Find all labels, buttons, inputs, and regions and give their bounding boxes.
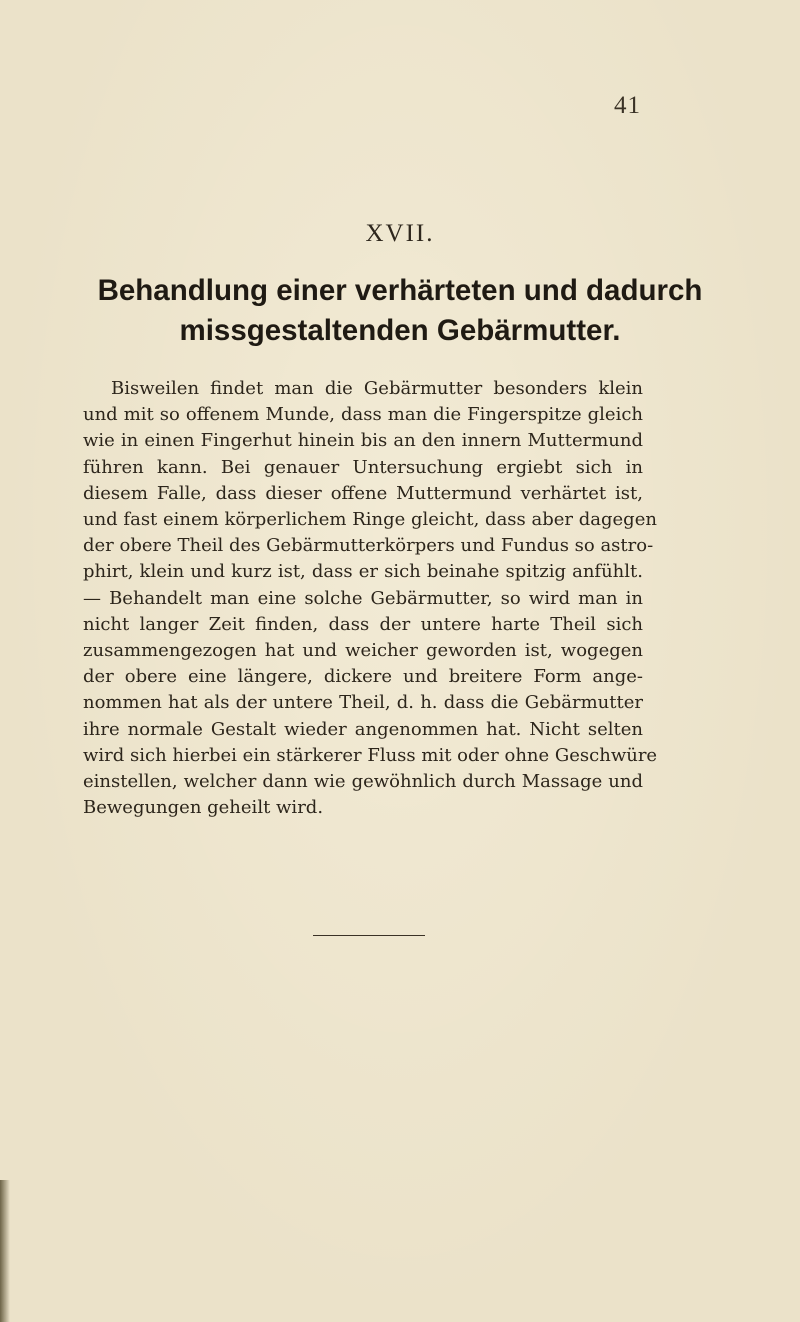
section-divider-rule: [313, 935, 425, 936]
text-line: einstellen, welcher dann wie gewöhnlich durch Massage und: [83, 771, 643, 793]
text-line: und fast einem körperlichem Ringe gleicht, dass aber dagegen: [83, 509, 657, 531]
text-line: nicht langer Zeit finden, dass der untere harte Theil sich: [83, 613, 643, 635]
text-line: führen kann. Bei genauer Untersuchung ergiebt sich in: [83, 456, 643, 478]
heading-line-2: missgestaltenden Gebärmutter.: [179, 314, 621, 347]
chapter-numeral: XVII.: [365, 220, 435, 247]
page-number: 41: [614, 92, 641, 119]
text-line: phirt, klein und kurz ist, dass er sich beinahe spitzig anfühlt.: [83, 561, 643, 583]
text-line: nommen hat als der untere Theil, d. h. dass die Gebärmutter: [83, 692, 643, 714]
text-line: Bewegungen geheilt wird.: [83, 797, 324, 819]
page-edge-shadow: [0, 1180, 10, 1322]
text-line: und mit so offenem Munde, dass man die Fingerspitze gleich: [83, 404, 643, 426]
text-line: ihre normale Gestalt wieder angenommen hat. Nicht selten: [83, 718, 643, 740]
text-line: wie in einen Fingerhut hinein bis an den innern Muttermund: [83, 430, 643, 452]
text-line: Bisweilen findet man die Gebärmutter besonders klein: [111, 378, 643, 399]
chapter-heading: [80, 271, 720, 351]
heading-line-1: Behandlung einer verhärteten und dadurch: [97, 274, 703, 307]
text-line: — Behandelt man eine solche Gebärmutter, so wird man in: [83, 587, 643, 609]
text-line: diesem Falle, dass dieser offene Muttermund verhärtet ist,: [83, 482, 643, 504]
text-line: der obere eine längere, dickere und breitere Form ange-: [83, 666, 643, 688]
body-paragraph: [83, 376, 658, 821]
text-line: der obere Theil des Gebärmutterkörpers und Fundus so astro-: [83, 535, 654, 557]
text-line: wird sich hierbei ein stärkerer Fluss mit oder ohne Geschwüre: [83, 744, 658, 766]
text-line: zusammengezogen hat und weicher geworden ist, wogegen: [83, 640, 643, 662]
